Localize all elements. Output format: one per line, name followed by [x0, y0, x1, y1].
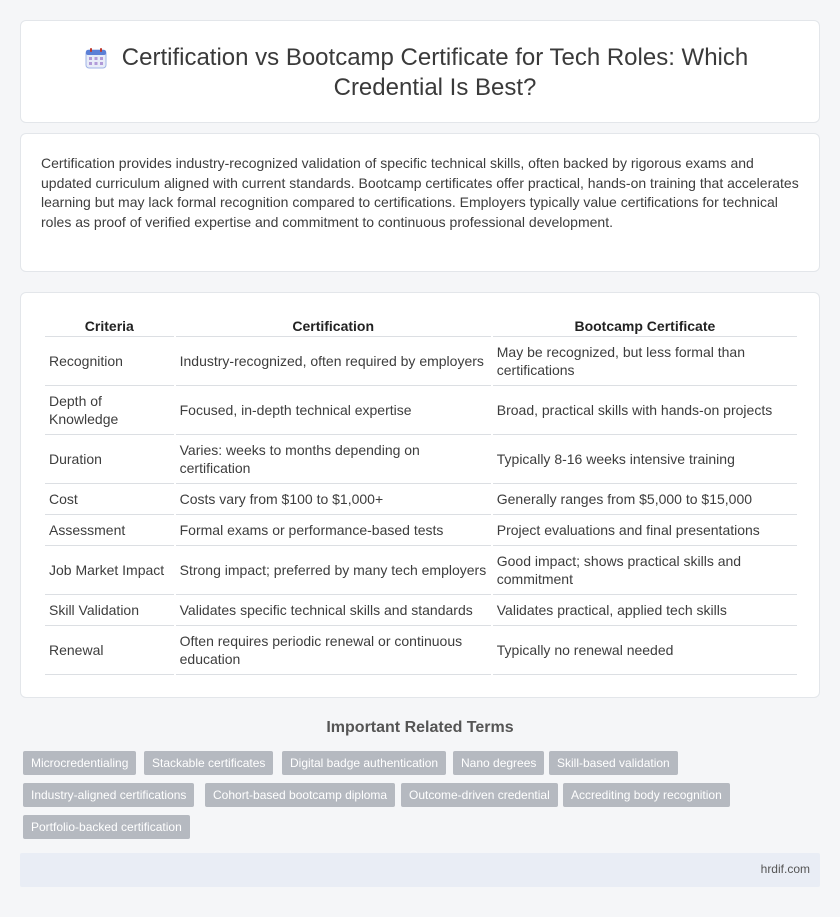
- tag-outcome-driven-credential[interactable]: Outcome-driven credential: [401, 783, 558, 807]
- comparison-card: [20, 292, 820, 698]
- table-cell: Focused, in-depth technical expertise: [176, 386, 491, 435]
- table-cell: Validates specific technical skills and standards: [176, 595, 491, 626]
- table-row: [45, 595, 797, 626]
- table-header-row: [45, 315, 797, 337]
- table-cell: Assessment: [45, 515, 174, 546]
- table-cell: Recognition: [45, 337, 174, 386]
- table-row: [45, 546, 797, 595]
- table-cell: Typically no renewal needed: [493, 626, 797, 675]
- table-row: [45, 515, 797, 546]
- table-cell: Validates practical, applied tech skills: [493, 595, 797, 626]
- tag-portfolio-backed-certification[interactable]: Portfolio-backed certification: [23, 815, 190, 839]
- table-cell: Costs vary from $100 to $1,000+: [176, 484, 491, 515]
- comparison-table: [43, 315, 799, 675]
- table-row: [45, 337, 797, 386]
- table-cell: Strong impact; preferred by many tech employers: [176, 546, 491, 595]
- table-cell: Generally ranges from $5,000 to $15,000: [493, 484, 797, 515]
- header-certification: Certification: [176, 315, 491, 337]
- related-terms-title: Important Related Terms: [326, 719, 514, 736]
- tag-industry-aligned-certifications[interactable]: Industry-aligned certifications: [23, 783, 194, 807]
- table-cell: Skill Validation: [45, 595, 174, 626]
- title-card: [20, 20, 820, 123]
- table-cell: Typically 8-16 weeks intensive training: [493, 435, 797, 484]
- tag-accrediting-body-recognition[interactable]: Accrediting body recognition: [563, 783, 730, 807]
- tag-stackable-certificates[interactable]: Stackable certificates: [144, 751, 273, 775]
- header-bootcamp: Bootcamp Certificate: [493, 315, 797, 337]
- header-criteria: Criteria: [45, 315, 174, 337]
- tag-microcredentialing[interactable]: Microcredentialing: [23, 751, 136, 775]
- table-cell: Job Market Impact: [45, 546, 174, 595]
- footer-site-link[interactable]: hrdif.com: [760, 862, 810, 876]
- table-cell: Formal exams or performance-based tests: [176, 515, 491, 546]
- table-row: [45, 626, 797, 675]
- table-cell: Good impact; shows practical skills and commitment: [493, 546, 797, 595]
- table-cell: Cost: [45, 484, 174, 515]
- table-cell: Depth of Knowledge: [45, 386, 174, 435]
- table-row: [45, 386, 797, 435]
- tag-cohort-based-bootcamp-diploma[interactable]: Cohort-based bootcamp diploma: [205, 783, 395, 807]
- table-cell: Broad, practical skills with hands-on projects: [493, 386, 797, 435]
- table-cell: May be recognized, but less formal than certifications: [493, 337, 797, 386]
- tag-digital-badge-authentication[interactable]: Digital badge authentication: [282, 751, 446, 775]
- table-row: [45, 484, 797, 515]
- intro-card: [20, 133, 820, 272]
- table-cell: Renewal: [45, 626, 174, 675]
- table-row: [45, 435, 797, 484]
- table-cell: Project evaluations and final presentations: [493, 515, 797, 546]
- intro-paragraph: Certification provides industry-recognized validation of specific technical skills, often backed by rigorous exams and updated curriculum aligned with current standards. Bootcamp certificates offer practical, hands-on training that accelerates learning but may lack formal recognition compared to certifications. Employers typically value certifications for technical roles as proof of verified expertise and commitment to continuous professional development.: [41, 155, 799, 230]
- table-cell: Industry-recognized, often required by employers: [176, 337, 491, 386]
- tag-skill-based-validation[interactable]: Skill-based validation: [549, 751, 678, 775]
- footer: [20, 853, 820, 887]
- table-cell: Often requires periodic renewal or continuous education: [176, 626, 491, 675]
- page-title: Certification vs Bootcamp Certificate for Tech Roles: Which Credential Is Best?: [121, 44, 749, 101]
- table-cell: Varies: weeks to months depending on certification: [176, 435, 491, 484]
- table-cell: Duration: [45, 435, 174, 484]
- tag-nano-degrees[interactable]: Nano degrees: [453, 751, 544, 775]
